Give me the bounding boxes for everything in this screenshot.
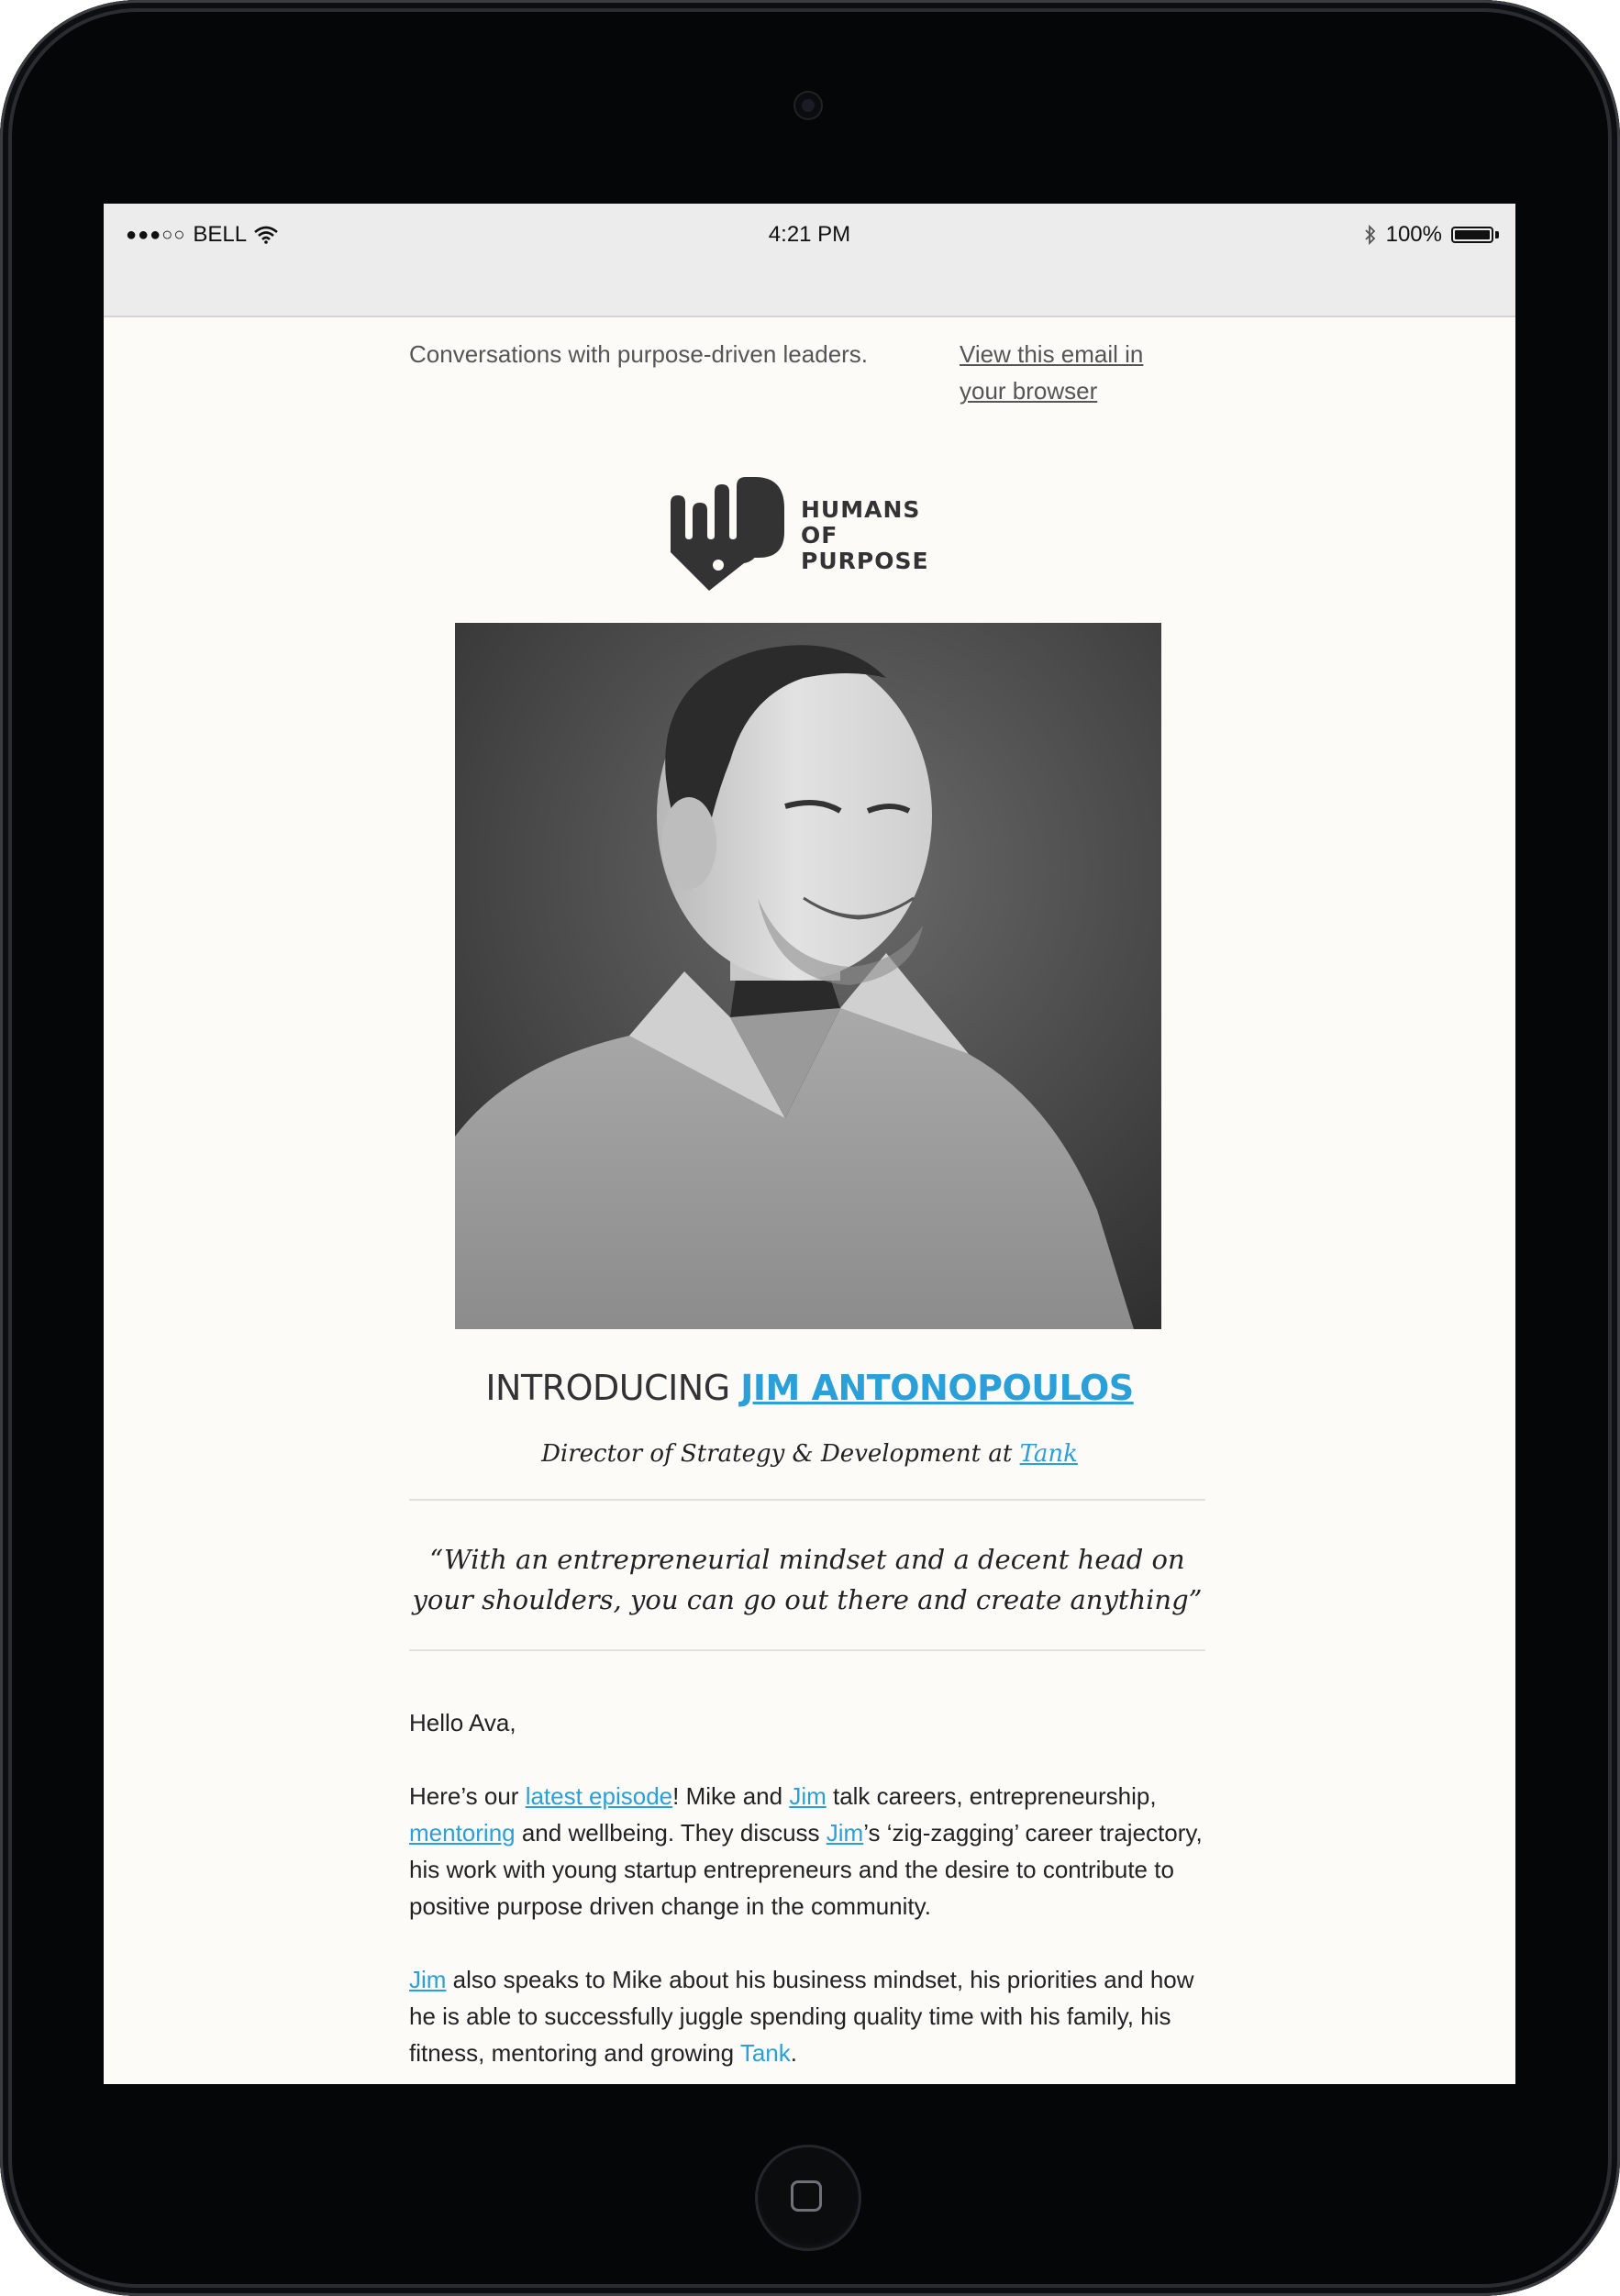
guest-headline	[104, 1368, 1515, 1408]
home-button[interactable]	[755, 2145, 861, 2251]
battery-tip	[1495, 231, 1499, 238]
second-paragraph	[409, 1961, 1216, 2071]
para2-text-2: .	[790, 2039, 797, 2067]
mentoring-link[interactable]: mentoring	[409, 1819, 516, 1847]
divider-top	[409, 1499, 1205, 1501]
logo-wordmark	[801, 497, 966, 574]
screen	[104, 204, 1515, 2084]
para1-text-5: ’s ‘zig-zagging’ career trajectory, his work with young startup entrepreneurs and the desire to contribute to positive purpose driven change in the community.	[409, 1819, 1203, 1920]
jim-link[interactable]: Jim	[789, 1782, 827, 1810]
para2-text-1: also speaks to Mike about his business mindset, his priorities and how he is able to successfully juggle spending quality time with his family, his fitness, mentoring and growing	[409, 1966, 1194, 2067]
guest-name-link[interactable]: JIM ANTONOPOULOS	[740, 1368, 1134, 1408]
role-text: Director of Strategy & Development at	[541, 1440, 1020, 1468]
para1-text-1: Here’s our	[409, 1782, 526, 1810]
email-tagline: Conversations with purpose-driven leaders.	[409, 340, 869, 368]
logo-line-1: HUMANS	[801, 496, 921, 523]
para1-text-3: talk careers, entrepreneurship,	[826, 1782, 1157, 1810]
tank-link[interactable]: Tank	[739, 2039, 791, 2067]
bluetooth-icon	[1364, 224, 1377, 246]
guest-role	[104, 1440, 1515, 1468]
logo-mark-icon	[663, 455, 792, 593]
view-in-browser-link[interactable]: View this email in your browser	[960, 340, 1144, 405]
battery-icon	[1451, 227, 1493, 243]
status-right	[1364, 222, 1499, 248]
camera-icon	[795, 93, 821, 118]
headline-prefix: INTRODUCING	[485, 1368, 741, 1408]
jim-link-2[interactable]: Jim	[826, 1819, 864, 1847]
divider-bottom	[409, 1649, 1205, 1651]
guest-portrait-photo[interactable]	[455, 623, 1161, 1329]
company-link[interactable]: Tank	[1019, 1440, 1078, 1468]
status-bar	[104, 204, 1515, 317]
pull-quote: “With an entrepreneurial mindset and a decent head on your shoulders, you can go out there and create anything”	[412, 1544, 1203, 1615]
carrier-name: BELL	[193, 222, 248, 247]
logo-line-2: OF PURPOSE	[801, 522, 929, 574]
battery-percent: 100%	[1385, 222, 1442, 247]
jim-link-3[interactable]: Jim	[409, 1966, 447, 1993]
humans-of-purpose-logo[interactable]	[663, 455, 966, 593]
intro-paragraph	[409, 1778, 1216, 1924]
para1-text-2: ! Mike and	[672, 1782, 790, 1810]
signal-strength-icon: ●●●○○	[126, 224, 186, 245]
latest-episode-link[interactable]: latest episode	[525, 1782, 673, 1810]
status-time: 4:21 PM	[768, 222, 851, 247]
greeting: Hello Ava,	[409, 1709, 516, 1736]
home-square-icon	[791, 2180, 822, 2212]
para1-text-4: and wellbeing. They discuss	[515, 1819, 827, 1847]
